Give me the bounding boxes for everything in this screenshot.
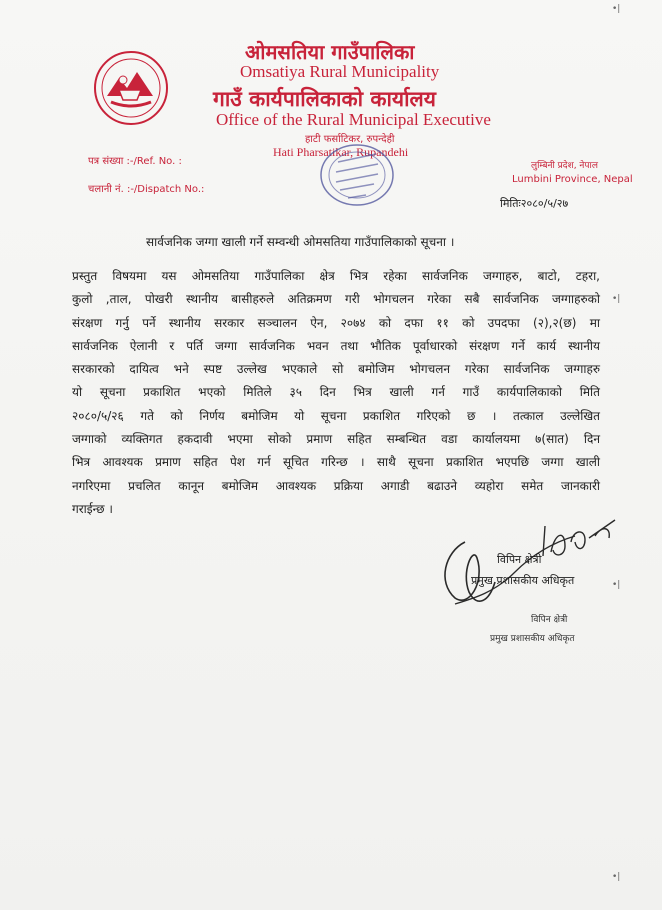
body-line: जग्गाको व्यक्तिगत हकदावी भएमा सोको प्रमाण सहित सम्बन्धित वडा कार्यालयमा ७(सात) दिन (72, 432, 600, 447)
notice-body (72, 265, 600, 521)
margin-mark: •| (612, 872, 621, 882)
municipality-logo (93, 50, 169, 126)
body-line: यो सूचना प्रकाशित भएको मितिले ३५ दिन भित्र खाली गर्न गाउँ कार्यपालिकाको मिति (72, 385, 600, 400)
office-seal-stamp (316, 140, 398, 210)
office-name-nepali: ओमसतिया गाउँपालिका (245, 40, 415, 64)
signatory-stamp-name: विपिन क्षेत्री (531, 615, 568, 625)
body-line: भित्र आवश्यक प्रमाण सहित पेश गर्न सूचित गरिन्छ । साथै सूचना प्रकाशित भएपछि जग्गा खाली (72, 455, 600, 470)
handwritten-signature (425, 512, 635, 622)
margin-mark: •| (612, 580, 621, 590)
body-line: संरक्षण गर्नु पर्ने स्थानीय सरकार सञ्चालन ऐन, २०७४ को दफा ११ को उपदफा (२),२(छ) मा (72, 315, 600, 330)
province-nepali: लुम्बिनी प्रदेश, नेपाल (531, 161, 598, 171)
province-english: Lumbini Province, Nepal (512, 174, 633, 185)
office-name-english: Omsatiya Rural Municipality (240, 62, 440, 81)
body-line: प्रस्तुत विषयमा यस ओमसतिया गाउँपालिका क्षेत्र भित्र रहेका सार्वजनिक जग्गाहरु, बाटो, टहरा, (72, 269, 600, 283)
body-line: सार्वजनिक ऐलानी र पर्ति जग्गा सार्वजनिक भवन तथा भौतिक पूर्वाधारको संरक्षण गर्ने कार्य स्थानीय (72, 338, 600, 353)
margin-mark: •| (612, 294, 621, 304)
signatory-name: विपिन क्षेत्री (497, 553, 542, 566)
address-english: Hati Pharsatikar, Rupandehi (273, 145, 409, 159)
dispatch-number-label: चलानी नं. :-/Dispatch No.: (88, 184, 205, 195)
margin-mark: •| (612, 4, 621, 14)
executive-name-english: Office of the Rural Municipal Executive (216, 110, 491, 129)
letter-date: मितिः२०८०/५/२७ (500, 197, 569, 210)
signatory-stamp-title: प्रमुख प्रशासकीय अधिकृत (490, 634, 575, 644)
body-line: २०८०/५/२६ गते को निर्णय बमोजिम यो सूचना प्रकाशित गरिएको छ । तत्काल उल्लेखित (72, 408, 600, 423)
body-line: सरकारको दायित्व भने स्पष्ट उल्लेख भएकाले सो बमोजिम भोगचलन गरेका सार्वजनिक जग्गाहरु (72, 362, 600, 377)
body-line: कुलो ,ताल, पोखरी स्थानीय बासीहरुले अतिक्रमण गरी भोगचलन गरेका सबै सार्वजनिक जग्गाहरुको (72, 292, 600, 307)
reference-number-label: पत्र संख्या :-/Ref. No. : (88, 156, 182, 167)
address-nepali: हाटी फर्साटिकर, रुपन्देही (305, 134, 395, 145)
notice-subject: सार्वजनिक जग्गा खाली गर्ने सम्वन्धी ओमसतिया गाउँपालिकाको सूचना । (146, 235, 455, 249)
body-line: गराईन्छ । (72, 501, 113, 516)
body-line: नगरिएमा प्रचलित कानून बमोजिम आवश्यक प्रक्रिया अगाडी बढाउने व्यहोरा समेत जानकारी (72, 478, 600, 493)
executive-name-nepali: गाउँ कार्यपालिकाको कार्यालय (213, 87, 436, 111)
signatory-title: प्रमुख प्रशासकीय अधिकृत (471, 574, 575, 587)
